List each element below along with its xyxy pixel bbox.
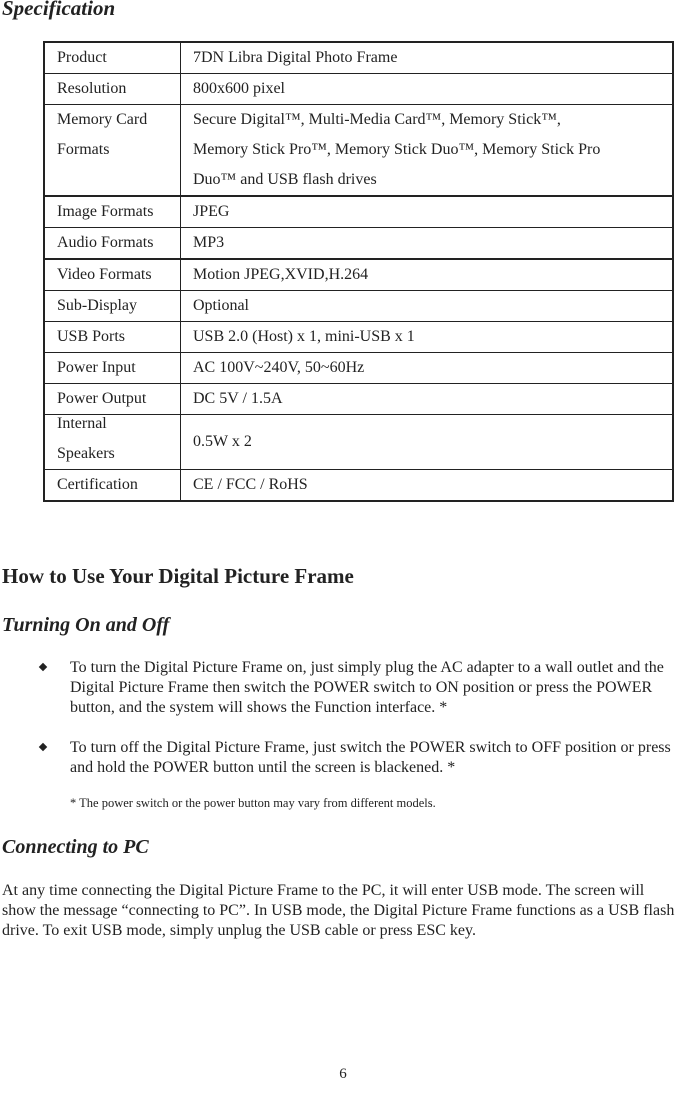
spec-value [181, 105, 674, 197]
footnote: * The power switch or the power button may vary from different models. [70, 796, 436, 810]
spec-heading: Specification [2, 0, 116, 20]
spec-label-line: Speakers [57, 445, 115, 462]
instruction-text: To turn the Digital Picture Frame on, just simply plug the AC adapter to a wall outlet and the Digital Picture Frame then switch the POWER switch to ON position or press the POWER button, and the system will shows the Function interface. * [70, 659, 664, 716]
list-item [0, 738, 682, 778]
turning-on-off-heading: Turning On and Off [2, 614, 170, 636]
spec-value-line: Memory Stick Pro™, Memory Stick Duo™, Memory Stick Pro [193, 141, 601, 158]
table-row [44, 74, 673, 105]
table-row [44, 259, 673, 291]
spec-value: DC 5V / 1.5A [181, 384, 674, 415]
spec-label: Resolution [44, 74, 181, 105]
table-row [44, 384, 673, 415]
howto-heading: How to Use Your Digital Picture Frame [2, 564, 354, 588]
spec-label: Power Output [44, 384, 181, 415]
spec-label: Sub-Display [44, 291, 181, 322]
spec-label [44, 415, 181, 470]
diamond-bullet-icon [39, 663, 47, 671]
spec-value: CE / FCC / RoHS [181, 470, 674, 502]
spec-value: JPEG [181, 196, 674, 228]
spec-value: USB 2.0 (Host) x 1, mini-USB x 1 [181, 322, 674, 353]
spec-value: MP3 [181, 228, 674, 260]
spec-label: USB Ports [44, 322, 181, 353]
spec-label: Power Input [44, 353, 181, 384]
spec-table [43, 41, 674, 502]
spec-label: Video Formats [44, 259, 181, 291]
spec-label: Certification [44, 470, 181, 502]
spec-value: Motion JPEG,XVID,H.264 [181, 259, 674, 291]
list-item [0, 658, 682, 718]
table-row [44, 228, 673, 260]
spec-label: Image Formats [44, 196, 181, 228]
table-row [44, 470, 673, 502]
instruction-text: To turn off the Digital Picture Frame, just switch the POWER switch to OFF position or press and hold the POWER button until the screen is blackened. * [70, 739, 671, 776]
spec-value-line: Secure Digital™, Multi-Media Card™, Memory Stick™, [193, 111, 561, 128]
spec-label-line: Memory Card [57, 111, 148, 128]
spec-label [44, 105, 181, 197]
spec-value: Optional [181, 291, 674, 322]
table-row [44, 105, 673, 197]
spec-value: 7DN Libra Digital Photo Frame [181, 42, 674, 74]
spec-label: Audio Formats [44, 228, 181, 260]
spec-label-line: Formats [57, 141, 110, 158]
connecting-pc-paragraph: At any time connecting the Digital Picture Frame to the PC, it will enter USB mode. The screen will show the message “connecting to PC”. In USB mode, the Digital Picture Frame functions as a USB flash drive. To exit USB mode, simply unplug the USB cable or press ESC key. [2, 882, 675, 939]
spec-label: Product [44, 42, 181, 74]
table-row [44, 196, 673, 228]
table-row [44, 353, 673, 384]
page-number: 6 [339, 1066, 347, 1082]
connecting-pc-heading: Connecting to PC [2, 836, 149, 858]
table-row [44, 42, 673, 74]
instruction-list [0, 658, 682, 798]
spec-value: 0.5W x 2 [181, 415, 674, 470]
spec-value: AC 100V~240V, 50~60Hz [181, 353, 674, 384]
spec-label-line: Internal [57, 415, 107, 432]
spec-value: 800x600 pixel [181, 74, 674, 105]
table-row [44, 322, 673, 353]
table-row [44, 415, 673, 470]
diamond-bullet-icon [39, 743, 47, 751]
table-row [44, 291, 673, 322]
spec-value-line: Duo™ and USB flash drives [193, 171, 377, 188]
